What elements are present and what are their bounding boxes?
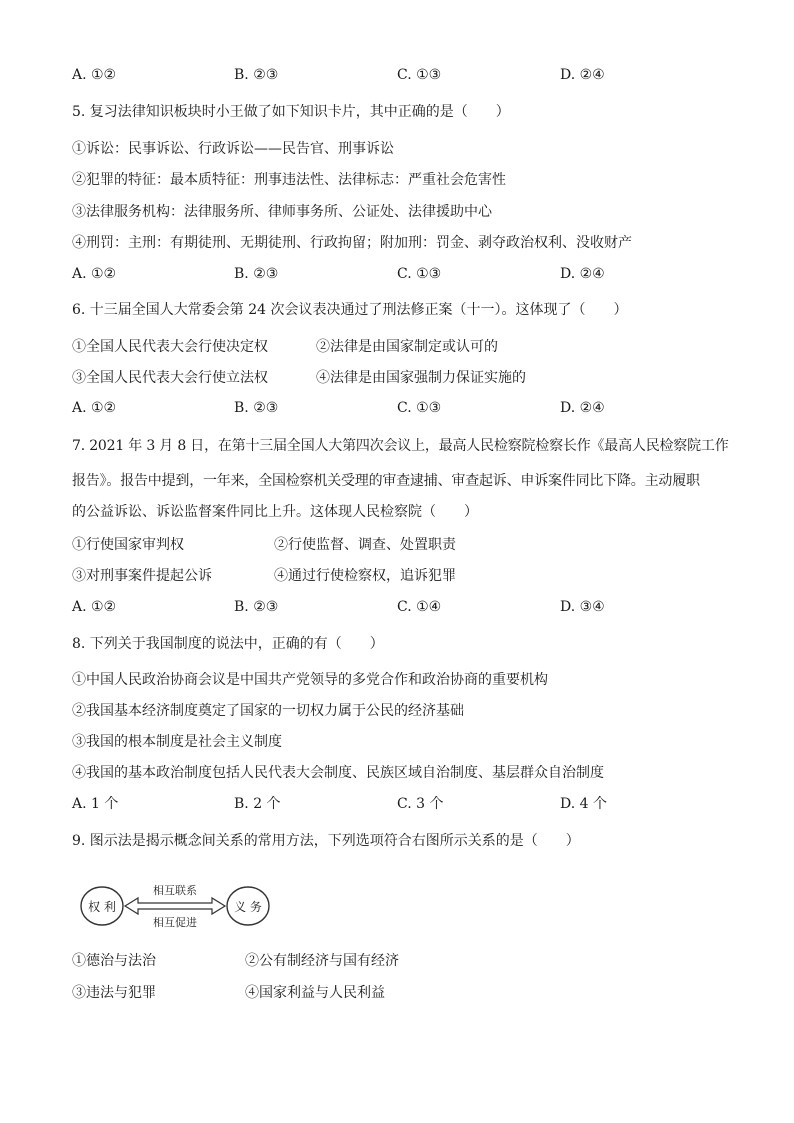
q7-stem-line-1: 7. 2021 年 3 月 8 日，在第十三届全国人大第四次会议上，最高人民检察院检察长作《最高人民检察院工作 [72,438,729,454]
q9-items-row-1 [72,951,732,971]
q6-item-3: ③全国人民代表大会行使立法权 [72,370,268,386]
q8-option-d: D. 4 个 [560,796,607,812]
q7-option-a: A. ①② [72,599,117,615]
q6-item-1: ①全国人民代表大会行使决定权 [72,339,268,355]
q9-items-row-2 [72,983,732,1003]
q6-item-2: ②法律是由国家制定或认可的 [316,339,498,355]
q5-item-3: ③法律服务机构：法律服务所、律师事务所、公证处、法律援助中心 [72,204,492,220]
q7-item-4: ④通过行使检察权，追诉犯罪 [274,568,456,584]
q7-options [72,597,732,617]
q5-item-4: ④刑罚：主刑：有期徒刑、无期徒刑、行政拘留；附加刑：罚金、剥夺政治权利、没收财产 [72,235,632,251]
q8-options [72,794,732,814]
q4-option-d: D. ②④ [560,67,605,83]
q4-option-b: B. ②③ [234,67,279,83]
q6-item-4: ④法律是由国家强制力保证实施的 [316,370,526,386]
mutual-promote-label: 相互促进 [153,916,197,929]
q8-stem: 8. 下列关于我国制度的说法中，正确的有（ ） [72,636,384,652]
q7-item-3: ③对刑事案件提起公诉 [72,568,212,584]
q7-item-1: ①行使国家审判权 [72,537,184,553]
q5-option-d: D. ②④ [560,266,605,282]
q4-option-a: A. ①② [72,67,117,83]
q5-option-c: C. ①③ [397,266,442,282]
mutual-link-label: 相互联系 [153,884,197,897]
q8-item-2: ②我国基本经济制度奠定了国家的一切权力属于公民的经济基础 [72,703,464,719]
q6-options [72,398,732,418]
q6-items-row-1 [72,337,732,357]
q9-item-3: ③违法与犯罪 [72,985,156,1001]
q7-option-b: B. ②③ [234,599,279,615]
duties-label: 义 务 [234,900,262,914]
q9-item-4: ④国家利益与人民利益 [245,985,385,1001]
q7-stem-line-3: 的公益诉讼、诉讼监督案件同比上升。这体现人民检察院（ ） [72,504,478,520]
q8-option-a: A. 1 个 [72,796,119,812]
rights-duties-diagram [78,880,278,940]
q6-option-a: A. ①② [72,400,117,416]
q6-option-d: D. ②④ [560,400,605,416]
q6-option-b: B. ②③ [234,400,279,416]
q5-item-1: ①诉讼：民事诉讼、行政诉讼——民告官、刑事诉讼 [72,141,394,157]
q7-items-row-2 [72,566,732,586]
q9-item-2: ②公有制经济与国有经济 [245,953,399,969]
q7-stem-line-2: 报告》。报告中提到，一年来，全国检察机关受理的审查逮捕、审查起诉、申诉案件同比下降。主动履职 [72,473,700,489]
q4-options [72,65,732,85]
q8-item-4: ④我国的基本政治制度包括人民代表大会制度、民族区域自治制度、基层群众自治制度 [72,765,604,781]
q8-item-3: ③我国的根本制度是社会主义制度 [72,734,282,750]
q5-option-a: A. ①② [72,266,117,282]
q5-option-b: B. ②③ [234,266,279,282]
q7-items-row-1 [72,535,732,555]
q8-option-c: C. 3 个 [397,796,444,812]
rights-label: 权 利 [88,900,116,914]
q6-option-c: C. ①③ [397,400,442,416]
double-arrow-icon [125,898,225,914]
q7-option-c: C. ①④ [397,599,442,615]
q9-stem: 9. 图示法是揭示概念间关系的常用方法，下列选项符合右图所示关系的是（ ） [72,833,580,849]
q6-stem: 6. 十三届全国人大常委会第 24 次会议表决通过了刑法修正案（十一）。这体现了（ ） [72,302,628,318]
q5-options [72,264,732,284]
diagram-svg [78,880,278,940]
q4-option-c: C. ①③ [397,67,442,83]
q8-item-1: ①中国人民政治协商会议是中国共产党领导的多党合作和政治协商的重要机构 [72,672,548,688]
q7-item-2: ②行使监督、调查、处置职责 [274,537,456,553]
q5-stem: 5. 复习法律知识板块时小王做了如下知识卡片，其中正确的是（ ） [72,104,510,120]
q7-option-d: D. ③④ [560,599,605,615]
q9-item-1: ①德治与法治 [72,953,156,969]
q5-item-2: ②犯罪的特征：最本质特征：刑事违法性、法律标志：严重社会危害性 [72,172,506,188]
q6-items-row-2 [72,368,732,388]
q8-option-b: B. 2 个 [234,796,281,812]
